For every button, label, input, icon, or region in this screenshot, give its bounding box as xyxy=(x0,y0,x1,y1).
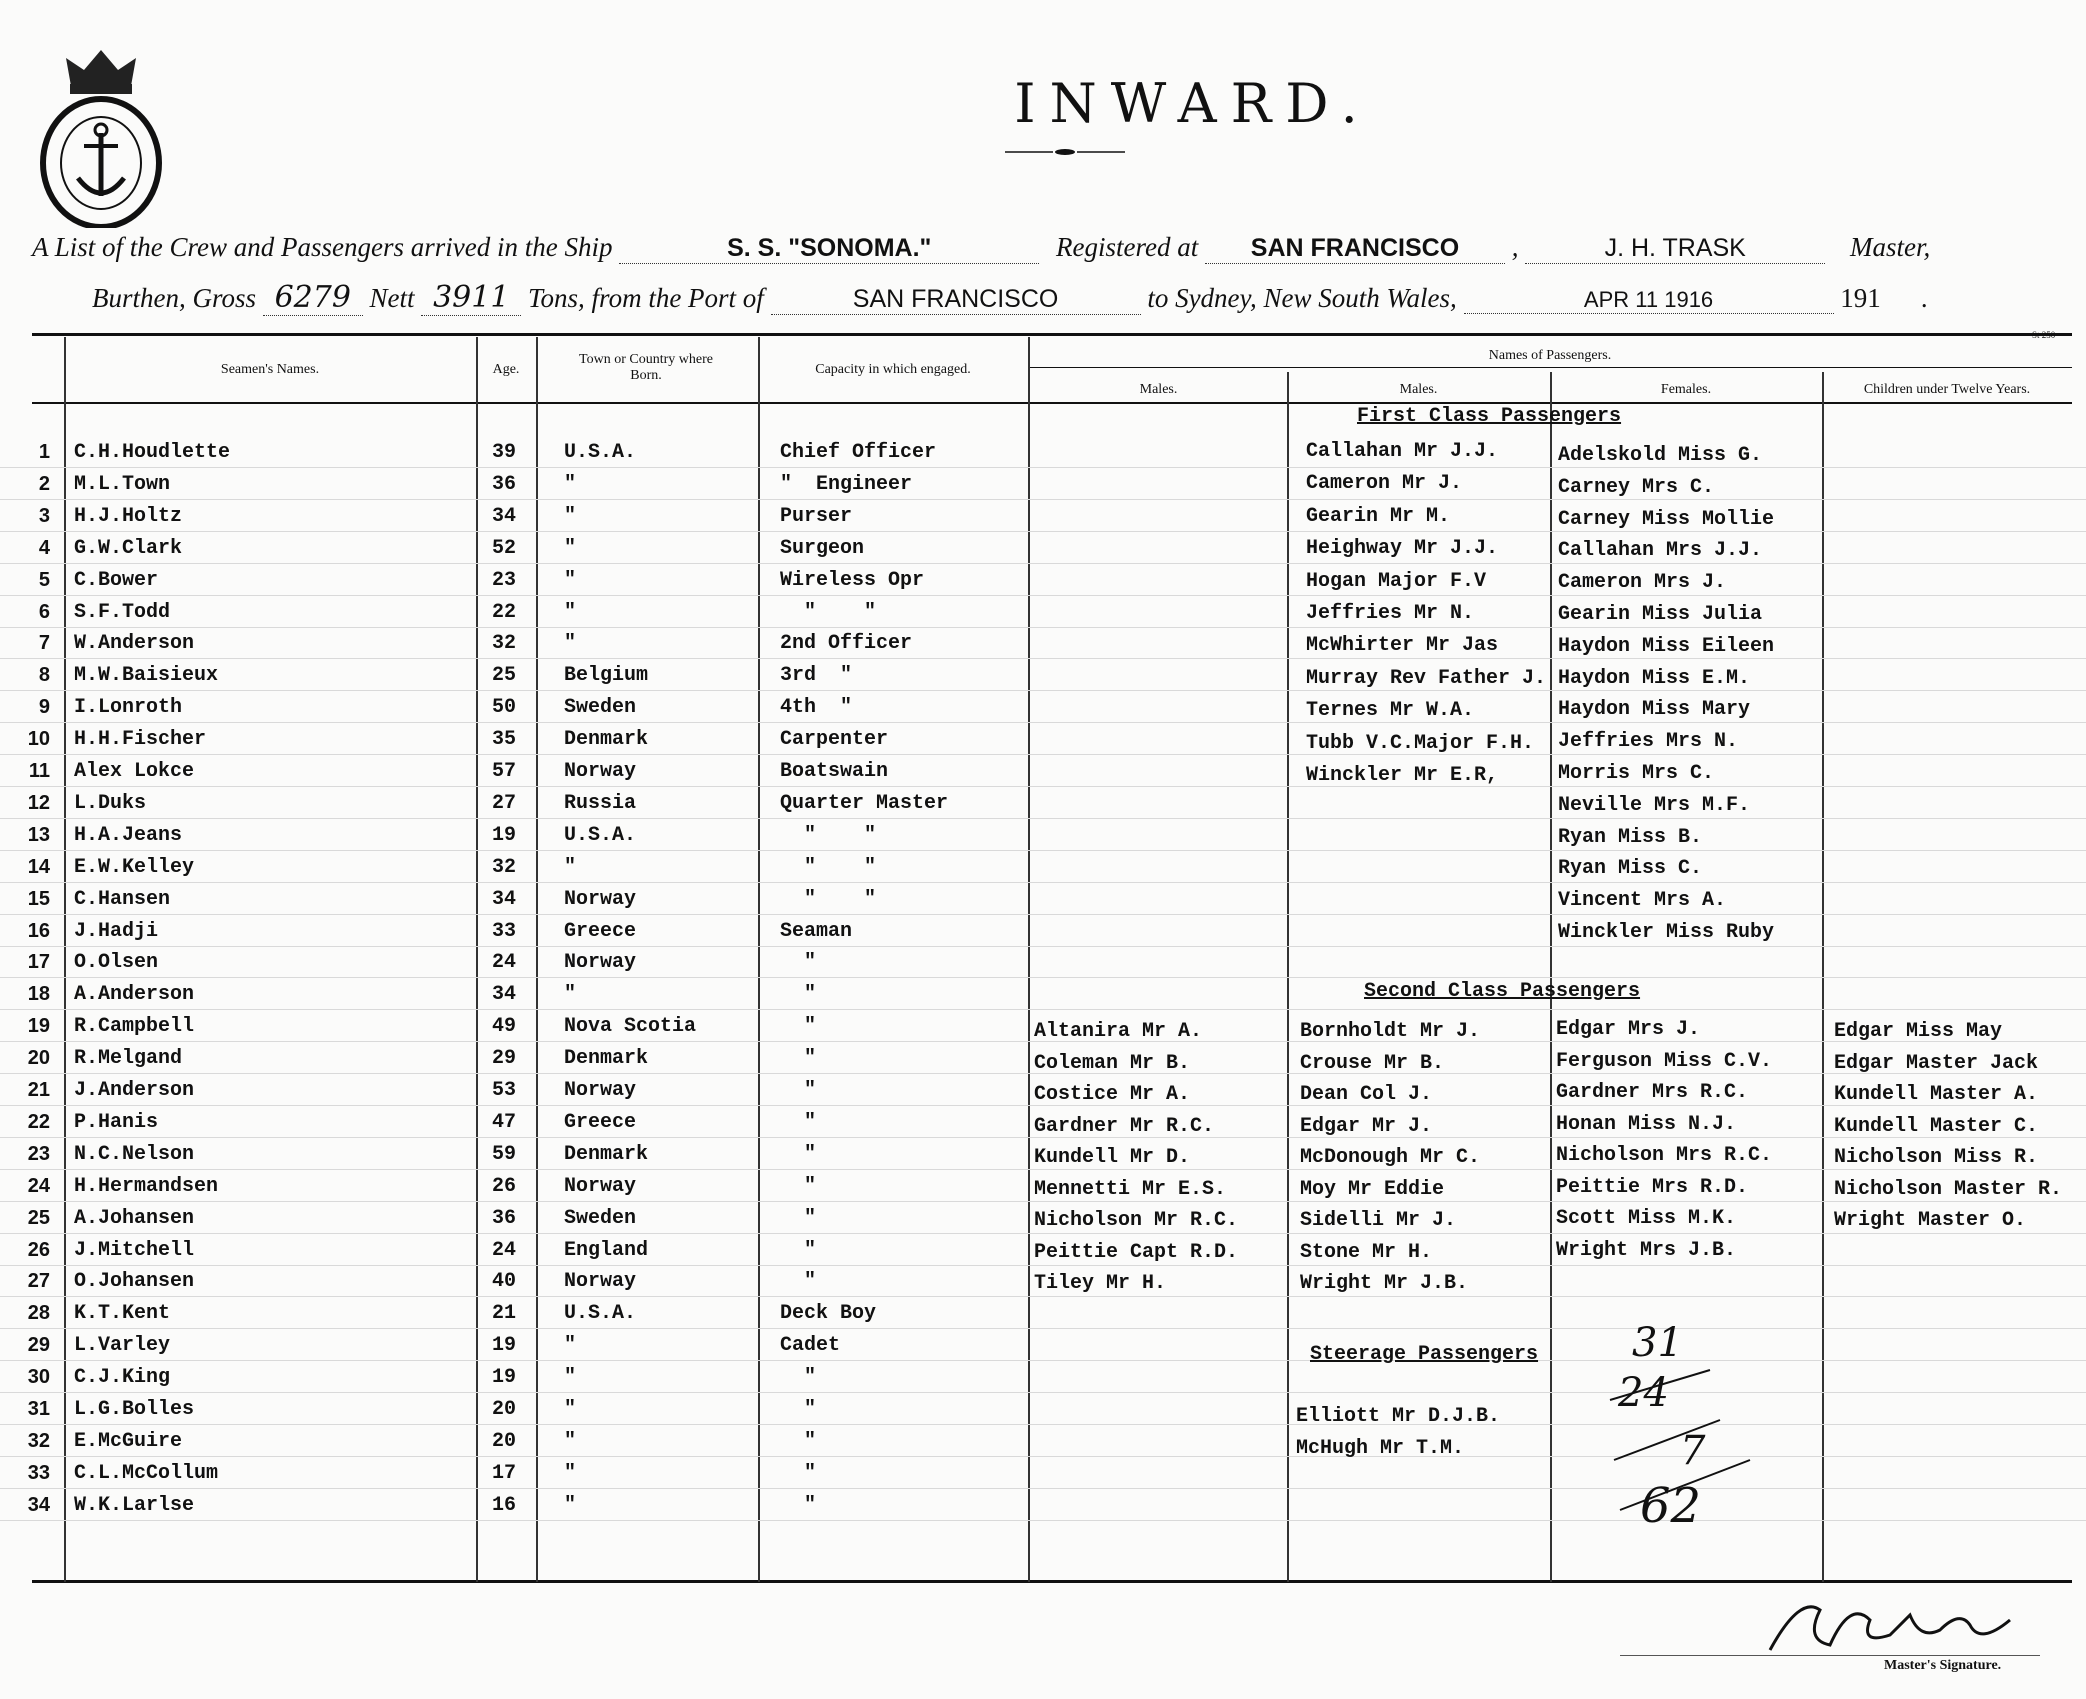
birthplace: Denmark xyxy=(564,728,649,752)
passenger-male: Hogan Major F.V xyxy=(1306,569,1487,593)
crew-row xyxy=(0,1330,2086,1362)
birthplace: Russia xyxy=(564,791,637,815)
seaman-name: I.Lonroth xyxy=(74,696,183,720)
passenger-female: Carney Miss Mollie xyxy=(1558,507,1775,531)
row-number: 2 xyxy=(38,472,50,495)
capacity: 4th " xyxy=(780,696,853,720)
capacity: " " xyxy=(780,823,877,847)
seaman-age: 21 xyxy=(492,1302,517,1326)
tally-strokes xyxy=(1600,1340,1760,1520)
crew-row xyxy=(0,979,2086,1011)
col-passengers: Names of Passengers. xyxy=(1488,348,1612,363)
crew-row xyxy=(0,884,2086,916)
seaman-age: 57 xyxy=(492,760,517,783)
row-number: 22 xyxy=(27,1110,50,1133)
registered-port: SAN FRANCISCO xyxy=(1205,234,1505,264)
burthen-label: Burthen, Gross xyxy=(92,283,257,313)
capacity: Wireless Opr xyxy=(780,568,925,592)
crew-row xyxy=(0,788,2086,820)
signature-line xyxy=(1620,1655,2040,1656)
row-number: 28 xyxy=(27,1302,50,1325)
to-label: to Sydney, New South Wales, xyxy=(1147,283,1457,313)
seaman-age: 40 xyxy=(492,1270,517,1294)
birthplace: " xyxy=(564,1493,577,1517)
seaman-age: 17 xyxy=(492,1461,517,1485)
passenger-female: Gardner Mrs R.C. xyxy=(1556,1081,1749,1104)
crew-row xyxy=(0,756,2086,788)
birthplace: Denmark xyxy=(564,1142,649,1166)
crew-row xyxy=(0,660,2086,692)
crew-row xyxy=(0,533,2086,565)
capacity: " xyxy=(780,1079,817,1102)
seaman-name: G.W.Clark xyxy=(74,536,183,560)
birthplace: Belgium xyxy=(564,664,649,688)
nett-label: Nett xyxy=(369,283,415,313)
capacity: 2nd Officer xyxy=(780,632,913,656)
birthplace: Norway xyxy=(564,1174,637,1198)
seaman-name: M.L.Town xyxy=(74,472,171,496)
birthplace: " xyxy=(564,855,577,879)
seaman-age: 34 xyxy=(492,983,517,1007)
row-number: 26 xyxy=(27,1238,50,1261)
row-number: 33 xyxy=(27,1461,50,1484)
birthplace: Norway xyxy=(564,1079,637,1102)
capacity: " xyxy=(780,1366,817,1390)
row-number: 12 xyxy=(27,791,50,814)
capacity: Seaman xyxy=(780,919,853,943)
birthplace: " xyxy=(564,568,577,592)
registered-label: Registered at xyxy=(1056,232,1199,262)
seaman-age: 39 xyxy=(492,441,517,464)
crew-row xyxy=(0,565,2086,597)
crew-row xyxy=(0,1490,2086,1522)
row-number: 15 xyxy=(27,887,50,910)
passenger-female: Morris Mrs C. xyxy=(1558,762,1715,785)
seaman-name: R.Melgand xyxy=(74,1047,183,1071)
passenger-male: Cameron Mr J. xyxy=(1306,472,1463,496)
seaman-name: J.Mitchell xyxy=(74,1238,195,1262)
row-number: 14 xyxy=(27,855,50,878)
capacity: " " xyxy=(780,600,877,624)
passenger-male: Tubb V.C.Major F.H. xyxy=(1306,731,1535,755)
seaman-name: W.K.Larlse xyxy=(74,1493,195,1517)
col-capacity: Capacity in which engaged. xyxy=(815,362,971,377)
birthplace: " xyxy=(564,1429,577,1453)
passenger-male: Gardner Mr R.C. xyxy=(1034,1114,1215,1138)
birthplace: Greece xyxy=(564,1110,637,1134)
seaman-age: 20 xyxy=(492,1398,517,1421)
birthplace: Sweden xyxy=(564,696,637,720)
tally-steerage: 7 xyxy=(1680,1428,1706,1474)
passenger-female: Vincent Mrs A. xyxy=(1558,889,1727,913)
capacity: Cadet xyxy=(780,1334,841,1358)
passenger-child: Kundell Master C. xyxy=(1834,1114,2039,1138)
passenger-female: Haydon Miss Mary xyxy=(1558,698,1751,722)
seaman-name: L.Varley xyxy=(74,1334,171,1358)
passenger-male: Ternes Mr W.A. xyxy=(1306,699,1475,723)
capacity: " xyxy=(780,1493,817,1517)
seaman-age: 23 xyxy=(492,568,517,592)
row-number: 10 xyxy=(27,728,50,751)
passenger-male: Gearin Mr M. xyxy=(1306,504,1451,528)
capacity: " xyxy=(780,951,817,975)
page-title: INWARD. xyxy=(1014,72,1372,135)
seaman-age: 22 xyxy=(492,600,517,624)
capacity: " xyxy=(780,1047,817,1071)
seaman-age: 29 xyxy=(492,1047,517,1071)
row-number: 32 xyxy=(27,1429,50,1452)
col-born: Town or Country where Born. xyxy=(579,352,713,383)
capacity: " " xyxy=(780,887,877,911)
seaman-age: 19 xyxy=(492,1366,517,1390)
col-age: Age. xyxy=(492,362,520,377)
seaman-name: L.G.Bolles xyxy=(74,1398,195,1421)
birthplace: " xyxy=(564,1398,577,1421)
crew-row xyxy=(0,947,2086,979)
row-number: 34 xyxy=(27,1493,50,1516)
passenger-male: Murray Rev Father J. xyxy=(1306,666,1547,690)
birthplace: U.S.A. xyxy=(564,1302,637,1326)
crew-row xyxy=(0,437,2086,469)
seaman-name: J.Anderson xyxy=(74,1079,195,1102)
seaman-age: 34 xyxy=(492,887,517,911)
crew-row xyxy=(0,1298,2086,1330)
row-number: 19 xyxy=(27,1015,50,1038)
passenger-female: Carney Mrs C. xyxy=(1558,475,1715,499)
master-signature xyxy=(1760,1590,2020,1660)
seaman-age: 32 xyxy=(492,855,517,879)
birthplace: " xyxy=(564,1334,577,1358)
passenger-male: Coleman Mr B. xyxy=(1034,1051,1191,1075)
seaman-age: 33 xyxy=(492,919,517,943)
row-number: 5 xyxy=(38,568,50,591)
row-number: 13 xyxy=(27,823,50,846)
birthplace: " xyxy=(564,1461,577,1485)
seaman-age: 25 xyxy=(492,664,517,688)
birthplace: England xyxy=(564,1238,649,1262)
tally-second: 24 xyxy=(1618,1370,1669,1416)
seaman-age: 50 xyxy=(492,696,517,720)
seaman-age: 19 xyxy=(492,1334,517,1358)
crew-row xyxy=(0,852,2086,884)
seaman-name: N.C.Nelson xyxy=(74,1142,195,1166)
ship-name: S. S. "SONOMA." xyxy=(619,234,1039,264)
capacity: Purser xyxy=(780,504,853,528)
capacity: 3rd " xyxy=(780,664,853,688)
passenger-female: Honan Miss N.J. xyxy=(1556,1112,1737,1136)
birthplace: U.S.A. xyxy=(564,441,637,464)
passenger-male: McHugh Mr T.M. xyxy=(1296,1437,1465,1460)
row-number: 11 xyxy=(28,760,50,782)
birthplace: Nova Scotia xyxy=(564,1015,697,1039)
seaman-name: C.J.King xyxy=(74,1366,171,1390)
row-number: 7 xyxy=(38,632,50,655)
birthplace: " xyxy=(564,632,577,656)
seaman-name: Alex Lokce xyxy=(74,760,195,783)
seaman-age: 20 xyxy=(492,1429,517,1453)
row-number: 3 xyxy=(38,504,50,527)
period: . xyxy=(1921,283,1929,313)
from-port: SAN FRANCISCO xyxy=(771,285,1141,315)
master-label: Master, xyxy=(1849,232,1931,262)
passenger-child: Nicholson Master R. xyxy=(1834,1177,2063,1201)
birthplace: Norway xyxy=(564,951,637,975)
crew-row xyxy=(0,597,2086,629)
title-flourish xyxy=(1005,148,1125,156)
passenger-male: Winckler Mr E.R, xyxy=(1306,764,1499,787)
birthplace: Sweden xyxy=(564,1206,637,1230)
seaman-age: 32 xyxy=(492,632,517,656)
seaman-name: J.Hadji xyxy=(74,919,159,943)
seaman-name: W.Anderson xyxy=(74,632,195,656)
year-prefix: 191 xyxy=(1840,283,1881,313)
capacity: " xyxy=(780,1398,817,1421)
col-females: Females. xyxy=(1660,382,1712,397)
row-number: 23 xyxy=(27,1142,50,1165)
crew-row xyxy=(0,1426,2086,1458)
seaman-age: 26 xyxy=(492,1174,517,1198)
passenger-child: Wright Master O. xyxy=(1834,1209,2027,1232)
passenger-child: Nicholson Miss R. xyxy=(1834,1146,2039,1169)
passenger-female: Scott Miss M.K. xyxy=(1556,1207,1737,1230)
row-number: 24 xyxy=(27,1174,50,1197)
row-number: 1 xyxy=(38,441,50,463)
passenger-male: Crouse Mr B. xyxy=(1300,1051,1445,1075)
col-males-2: Males. xyxy=(1399,382,1438,397)
row-number: 18 xyxy=(27,983,50,1006)
seaman-age: 35 xyxy=(492,728,517,752)
passenger-male: McWhirter Mr Jas xyxy=(1306,634,1499,658)
passenger-female: Callahan Mrs J.J. xyxy=(1558,539,1763,563)
seaman-name: C.Hansen xyxy=(74,887,171,911)
row-number: 17 xyxy=(27,951,50,974)
col-males-1: Males. xyxy=(1139,382,1178,397)
birthplace: " xyxy=(564,536,577,560)
seaman-name: H.H.Fischer xyxy=(74,728,207,752)
header-rule xyxy=(32,402,2072,404)
passenger-male: Callahan Mr J.J. xyxy=(1306,440,1499,463)
row-number: 29 xyxy=(27,1334,50,1357)
crew-row xyxy=(0,469,2086,501)
row-number: 6 xyxy=(38,600,50,623)
passenger-male: Bornholdt Mr J. xyxy=(1300,1020,1481,1043)
capacity: Chief Officer xyxy=(780,441,937,464)
capacity: Carpenter xyxy=(780,728,889,752)
seaman-age: 47 xyxy=(492,1110,517,1134)
passenger-female: Jeffries Mrs N. xyxy=(1558,730,1739,754)
capacity: " xyxy=(780,983,817,1007)
seaman-name: L.Duks xyxy=(74,791,147,815)
seaman-age: 36 xyxy=(492,1206,517,1230)
passenger-female: Ryan Miss B. xyxy=(1558,825,1703,849)
passenger-male: Nicholson Mr R.C. xyxy=(1034,1209,1239,1232)
seaman-age: 49 xyxy=(492,1015,517,1039)
seaman-name: A.Anderson xyxy=(74,983,195,1007)
capacity: " xyxy=(780,1461,817,1485)
capacity: Boatswain xyxy=(780,760,889,783)
row-number: 31 xyxy=(27,1398,50,1420)
date-stamp: APR 11 1916 xyxy=(1464,287,1834,314)
passenger-female: Gearin Miss Julia xyxy=(1558,603,1763,626)
seaman-name: O.Olsen xyxy=(74,951,159,975)
crew-row xyxy=(0,1394,2086,1426)
header-line-1 xyxy=(32,232,1930,264)
seaman-age: 52 xyxy=(492,536,517,560)
capacity: " xyxy=(780,1174,817,1198)
passenger-female: Ryan Miss C. xyxy=(1558,857,1703,881)
passenger-child: Edgar Master Jack xyxy=(1834,1051,2039,1075)
row-number: 25 xyxy=(27,1206,50,1229)
birthplace: Norway xyxy=(564,1270,637,1294)
capacity: " xyxy=(780,1429,817,1453)
passenger-male: McDonough Mr C. xyxy=(1300,1146,1481,1169)
top-rule xyxy=(32,333,2072,336)
seaman-name: A.Johansen xyxy=(74,1206,195,1230)
capacity: " xyxy=(780,1206,817,1230)
capacity: " xyxy=(780,1015,817,1039)
birthplace: " xyxy=(564,600,577,624)
row-number: 21 xyxy=(27,1079,50,1101)
seaman-age: 24 xyxy=(492,951,517,975)
seaman-age: 16 xyxy=(492,1493,517,1517)
seaman-age: 27 xyxy=(492,791,517,815)
steerage-heading: Steerage Passengers xyxy=(1310,1343,1539,1366)
seaman-name: E.McGuire xyxy=(74,1429,183,1453)
passenger-male: Peittie Capt R.D. xyxy=(1034,1240,1239,1264)
passenger-male: Stone Mr H. xyxy=(1300,1240,1433,1264)
comma: , xyxy=(1511,232,1519,262)
passenger-male: Tiley Mr H. xyxy=(1034,1272,1167,1295)
signature-label: Master's Signature. xyxy=(1884,1658,2002,1673)
passenger-female: Nicholson Mrs R.C. xyxy=(1556,1144,1773,1167)
passenger-rule xyxy=(1030,367,2072,368)
passenger-female: Haydon Miss Eileen xyxy=(1558,634,1775,658)
header-prefix: A List of the Crew and Passengers arrived in the Ship xyxy=(32,232,613,262)
second-class-heading: Second Class Passengers xyxy=(1364,980,1641,1003)
seaman-name: R.Campbell xyxy=(74,1015,195,1039)
capacity: Deck Boy xyxy=(780,1302,877,1326)
row-number: 27 xyxy=(27,1270,50,1293)
birthplace: Norway xyxy=(564,760,637,783)
seaman-age: 19 xyxy=(492,823,517,847)
tally-first: 31 xyxy=(1632,1320,1683,1366)
passenger-female: Ferguson Miss C.V. xyxy=(1556,1049,1773,1073)
capacity: " xyxy=(780,1110,817,1134)
seaman-name: K.T.Kent xyxy=(74,1302,171,1326)
passenger-male: Kundell Mr D. xyxy=(1034,1146,1191,1169)
birthplace: Greece xyxy=(564,919,637,943)
first-class-heading: First Class Passengers xyxy=(1357,405,1622,428)
passenger-male: Dean Col J. xyxy=(1300,1083,1433,1106)
passenger-female: Peittie Mrs R.D. xyxy=(1556,1175,1749,1199)
seaman-name: H.A.Jeans xyxy=(74,823,183,847)
row-number: 9 xyxy=(38,696,50,719)
capacity: Quarter Master xyxy=(780,791,949,815)
passenger-child: Kundell Master A. xyxy=(1834,1083,2039,1106)
row-number: 8 xyxy=(38,664,50,687)
passenger-male: Moy Mr Eddie xyxy=(1300,1177,1445,1201)
passenger-male: Edgar Mr J. xyxy=(1300,1114,1433,1138)
row-number: 16 xyxy=(27,919,50,942)
passenger-female: Haydon Miss E.M. xyxy=(1558,666,1751,690)
tally-total: 62 xyxy=(1640,1478,1702,1534)
passenger-male: Costice Mr A. xyxy=(1034,1083,1191,1106)
passenger-male: Jeffries Mr N. xyxy=(1306,602,1475,625)
seaman-name: S.F.Todd xyxy=(74,600,171,624)
passenger-male: Mennetti Mr E.S. xyxy=(1034,1177,1227,1201)
passenger-child: Edgar Miss May xyxy=(1834,1020,2003,1043)
crew-row xyxy=(0,1362,2086,1394)
birthplace: U.S.A. xyxy=(564,823,637,847)
capacity: " " xyxy=(780,855,877,879)
seaman-name: O.Johansen xyxy=(74,1270,195,1294)
row-number: 30 xyxy=(27,1366,50,1389)
birthplace: " xyxy=(564,1366,577,1390)
passenger-female: Adelskold Miss G. xyxy=(1558,444,1763,467)
seaman-age: 24 xyxy=(492,1238,517,1262)
row-number: 4 xyxy=(38,536,50,559)
passenger-female: Neville Mrs M.F. xyxy=(1558,793,1751,817)
seaman-name: P.Hanis xyxy=(74,1110,159,1134)
passenger-female: Cameron Mrs J. xyxy=(1558,571,1727,595)
passenger-female: Edgar Mrs J. xyxy=(1556,1018,1701,1041)
master-name: J. H. TRASK xyxy=(1525,234,1825,264)
capacity: " xyxy=(780,1142,817,1166)
passenger-male: Elliott Mr D.J.B. xyxy=(1296,1405,1501,1428)
seaman-age: 59 xyxy=(492,1142,517,1166)
capacity: " xyxy=(780,1270,817,1294)
seaman-name: M.W.Baisieux xyxy=(74,664,219,688)
passenger-female: Wright Mrs J.B. xyxy=(1556,1238,1737,1262)
seaman-name: C.L.McCollum xyxy=(74,1461,219,1485)
passenger-male: Sidelli Mr J. xyxy=(1300,1209,1457,1232)
passenger-male: Altanira Mr A. xyxy=(1034,1020,1203,1043)
gross-tons: 6279 xyxy=(263,280,363,316)
nett-tons: 3911 xyxy=(421,280,521,316)
crew-row xyxy=(0,820,2086,852)
seaman-age: 53 xyxy=(492,1079,517,1102)
passenger-male: Wright Mr J.B. xyxy=(1300,1272,1469,1295)
crew-row xyxy=(0,692,2086,724)
seaman-name: H.J.Holtz xyxy=(74,504,183,528)
birthplace: " xyxy=(564,472,577,496)
seaman-age: 36 xyxy=(492,472,517,496)
seaman-name: H.Hermandsen xyxy=(74,1174,219,1198)
birthplace: " xyxy=(564,983,577,1007)
seaman-age: 34 xyxy=(492,504,517,528)
capacity: " Engineer xyxy=(780,472,913,496)
seaman-name: C.Bower xyxy=(74,568,159,592)
birthplace: Norway xyxy=(564,887,637,911)
crew-row xyxy=(0,724,2086,756)
seaman-name: E.W.Kelley xyxy=(74,855,195,879)
crew-row xyxy=(0,1458,2086,1490)
from-label: Tons, from the Port of xyxy=(528,283,764,313)
capacity: Surgeon xyxy=(780,536,865,560)
passenger-male: Heighway Mr J.J. xyxy=(1306,537,1499,561)
capacity: " xyxy=(780,1238,817,1262)
passenger-female: Winckler Miss Ruby xyxy=(1558,921,1775,944)
col-children: Children under Twelve Years. xyxy=(1863,382,2031,397)
header-line-2 xyxy=(92,280,1928,316)
birthplace: " xyxy=(564,504,577,528)
bottom-rule xyxy=(32,1580,2072,1583)
seaman-name: C.H.Houdlette xyxy=(74,441,231,464)
row-number: 20 xyxy=(27,1047,50,1070)
birthplace: Denmark xyxy=(564,1047,649,1071)
col-seamen: Seamen's Names. xyxy=(220,362,320,377)
